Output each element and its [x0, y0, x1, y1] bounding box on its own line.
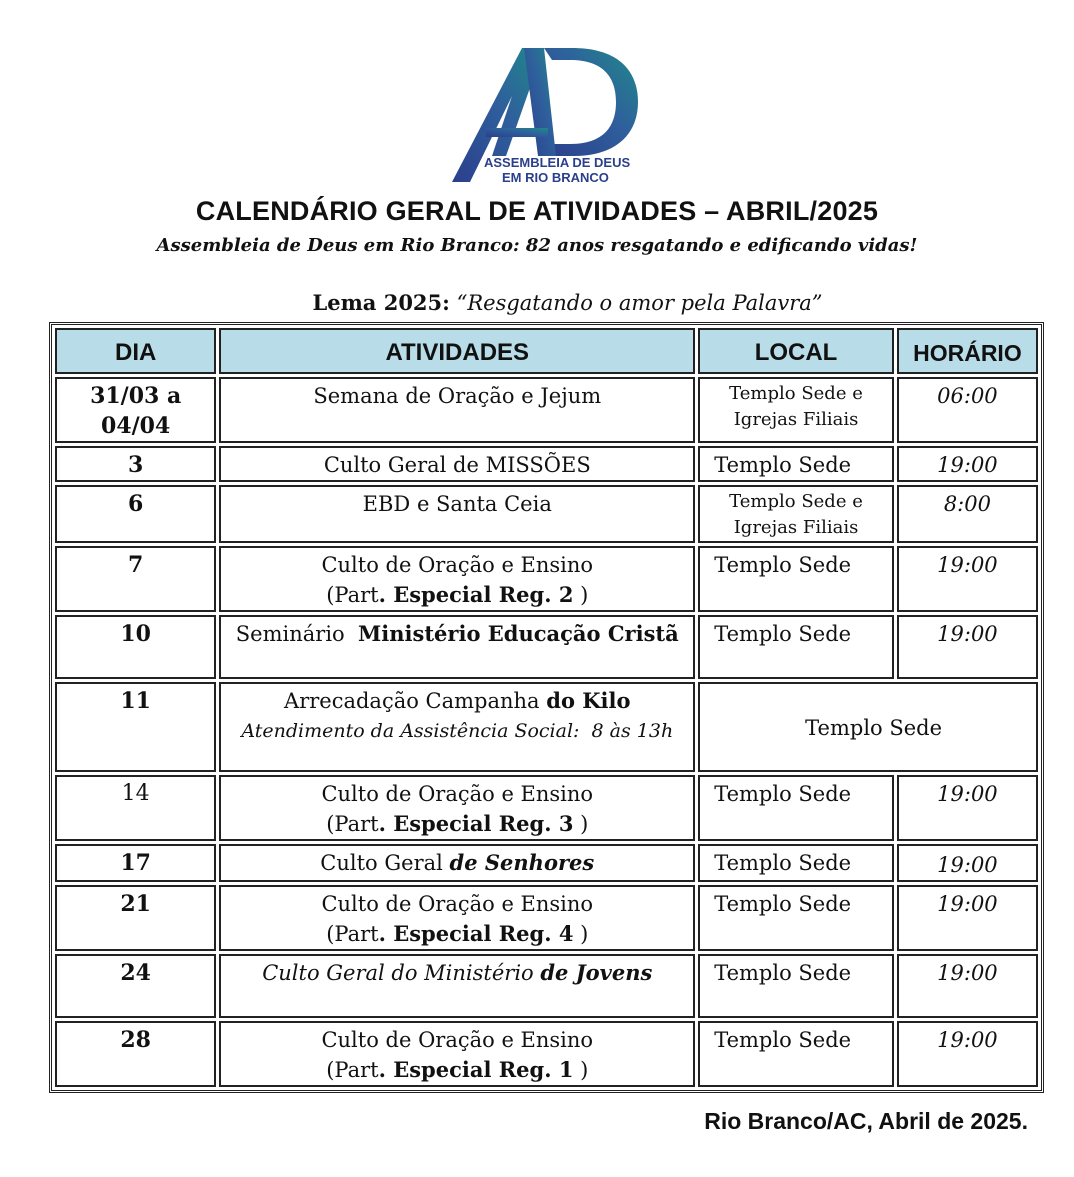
cell-dia: 11 — [55, 682, 216, 772]
cell-local: Templo Sede — [698, 885, 894, 951]
calendar-table — [49, 322, 1044, 1093]
cell-horario: 19:00 — [897, 954, 1038, 1018]
local-line1: Templo Sede e — [729, 383, 863, 404]
header-atividades: ATIVIDADES — [219, 328, 695, 374]
table-row — [55, 615, 1038, 679]
cell-dia: 28 — [55, 1021, 216, 1087]
cell-local: Templo Sede — [698, 446, 894, 482]
table-row — [55, 1021, 1038, 1087]
part-prefix: (Part — [326, 1058, 379, 1082]
cell-local: Templo Sede — [698, 844, 894, 882]
atividade-line2 — [224, 1055, 690, 1085]
cell-local — [698, 485, 894, 543]
atividade-bold: Ministério Educação Cristã — [358, 621, 679, 646]
cell-dia: 21 — [55, 885, 216, 951]
cell-local: Templo Sede — [698, 546, 894, 612]
header-local: LOCAL — [698, 328, 894, 374]
part-bold: . Especial Reg. 2 — [378, 582, 574, 607]
table-row — [55, 377, 1038, 443]
cell-atividade: Culto Geral de MISSÕES — [219, 446, 695, 482]
cell-atividade — [219, 682, 695, 772]
cell-atividade — [219, 885, 695, 951]
cell-atividade — [219, 1021, 695, 1087]
cell-local: Templo Sede — [698, 775, 894, 841]
atividade-line2 — [224, 809, 690, 839]
table-row — [55, 885, 1038, 951]
cell-horario: 8:00 — [897, 485, 1038, 543]
cell-horario: 19:00 — [897, 844, 1038, 882]
cell-dia: 10 — [55, 615, 216, 679]
cell-horario: 19:00 — [897, 885, 1038, 951]
atividade-line2 — [224, 919, 690, 949]
header-horario: HORÁRIO — [897, 328, 1038, 374]
lema-label: Lema 2025: — [312, 290, 450, 315]
local-line1: Templo Sede e — [729, 491, 863, 512]
cell-atividade — [219, 954, 695, 1018]
local-line2: Igrejas Filiais — [733, 409, 859, 430]
atividade-line1: Culto de Oração e Ensino — [321, 553, 594, 577]
cell-dia: 3 — [55, 446, 216, 482]
part-suffix: ) — [573, 922, 589, 946]
table-row — [55, 546, 1038, 612]
table-row — [55, 682, 1038, 772]
atividade-sub: Atendimento da Assistência Social: 8 às 13h — [241, 720, 674, 742]
cell-atividade — [219, 775, 695, 841]
table-row — [55, 954, 1038, 1018]
atividade-line1: Culto de Oração e Ensino — [321, 1028, 594, 1052]
atividade-prefix: Culto Geral — [320, 851, 450, 875]
part-suffix: ) — [573, 1058, 589, 1082]
cell-local: Templo Sede — [698, 954, 894, 1018]
atividade-line2 — [224, 580, 690, 610]
atividade-line1: Culto de Oração e Ensino — [321, 782, 594, 806]
cell-atividade — [219, 546, 695, 612]
cell-local: Templo Sede — [698, 615, 894, 679]
cell-dia: 24 — [55, 954, 216, 1018]
local-line2: Igrejas Filiais — [733, 517, 859, 538]
church-logo — [452, 44, 642, 186]
lema-text: “Resgatando o amor pela Palavra” — [456, 291, 823, 315]
lema — [50, 290, 1074, 315]
cell-dia: 7 — [55, 546, 216, 612]
cell-atividade — [219, 615, 695, 679]
table-row — [55, 775, 1038, 841]
atividade-line1 — [224, 686, 690, 716]
part-prefix: (Part — [326, 583, 379, 607]
cell-atividade: EBD e Santa Ceia — [219, 485, 695, 543]
cell-local: Templo Sede — [698, 682, 1038, 772]
table-row — [55, 485, 1038, 543]
cell-local: Templo Sede — [698, 1021, 894, 1087]
atividade-prefix: Culto Geral do Ministério — [262, 961, 541, 985]
table-row — [55, 446, 1038, 482]
cell-atividade — [219, 844, 695, 882]
atividade-bold: de Jovens — [540, 960, 653, 985]
atividade-bold: do Kilo — [546, 688, 631, 713]
cell-dia: 6 — [55, 485, 216, 543]
atividade-line1: Culto de Oração e Ensino — [321, 892, 594, 916]
cell-dia: 14 — [55, 775, 216, 841]
part-bold: . Especial Reg. 4 — [378, 921, 574, 946]
atividade-prefix: Arrecadação Campanha — [284, 689, 547, 713]
dia-line1: 31/03 a — [90, 383, 182, 409]
page-title: CALENDÁRIO GERAL DE ATIVIDADES – ABRIL/2025 — [195, 196, 879, 226]
cell-horario: 19:00 — [897, 446, 1038, 482]
atividade-prefix: Seminário — [235, 622, 359, 646]
part-suffix: ) — [573, 812, 589, 836]
part-suffix: ) — [573, 583, 589, 607]
cell-horario: 19:00 — [897, 1021, 1038, 1087]
part-prefix: (Part — [326, 922, 379, 946]
part-bold: . Especial Reg. 1 — [378, 1057, 574, 1082]
atividade-bold: de Senhores — [449, 850, 595, 875]
logo-line2: EM RIO BRANCO — [502, 170, 609, 185]
part-prefix: (Part — [326, 812, 379, 836]
cell-dia — [55, 377, 216, 443]
cell-horario: 06:00 — [897, 377, 1038, 443]
cell-horario: 19:00 — [897, 615, 1038, 679]
part-bold: . Especial Reg. 3 — [378, 811, 574, 836]
cell-local — [698, 377, 894, 443]
cell-dia: 17 — [55, 844, 216, 882]
header-dia: DIA — [55, 328, 216, 374]
footer-location-date: Rio Branco/AC, Abril de 2025. — [704, 1108, 1028, 1134]
cell-atividade: Semana de Oração e Jejum — [219, 377, 695, 443]
page-subtitle: Assembleia de Deus em Rio Branco: 82 anos resgatando e edificando vidas! — [156, 235, 918, 256]
table-row — [55, 844, 1038, 882]
logo-line1: ASSEMBLEIA DE DEUS — [484, 155, 631, 170]
cell-horario: 19:00 — [897, 775, 1038, 841]
cell-horario: 19:00 — [897, 546, 1038, 612]
dia-line2: 04/04 — [101, 413, 171, 439]
